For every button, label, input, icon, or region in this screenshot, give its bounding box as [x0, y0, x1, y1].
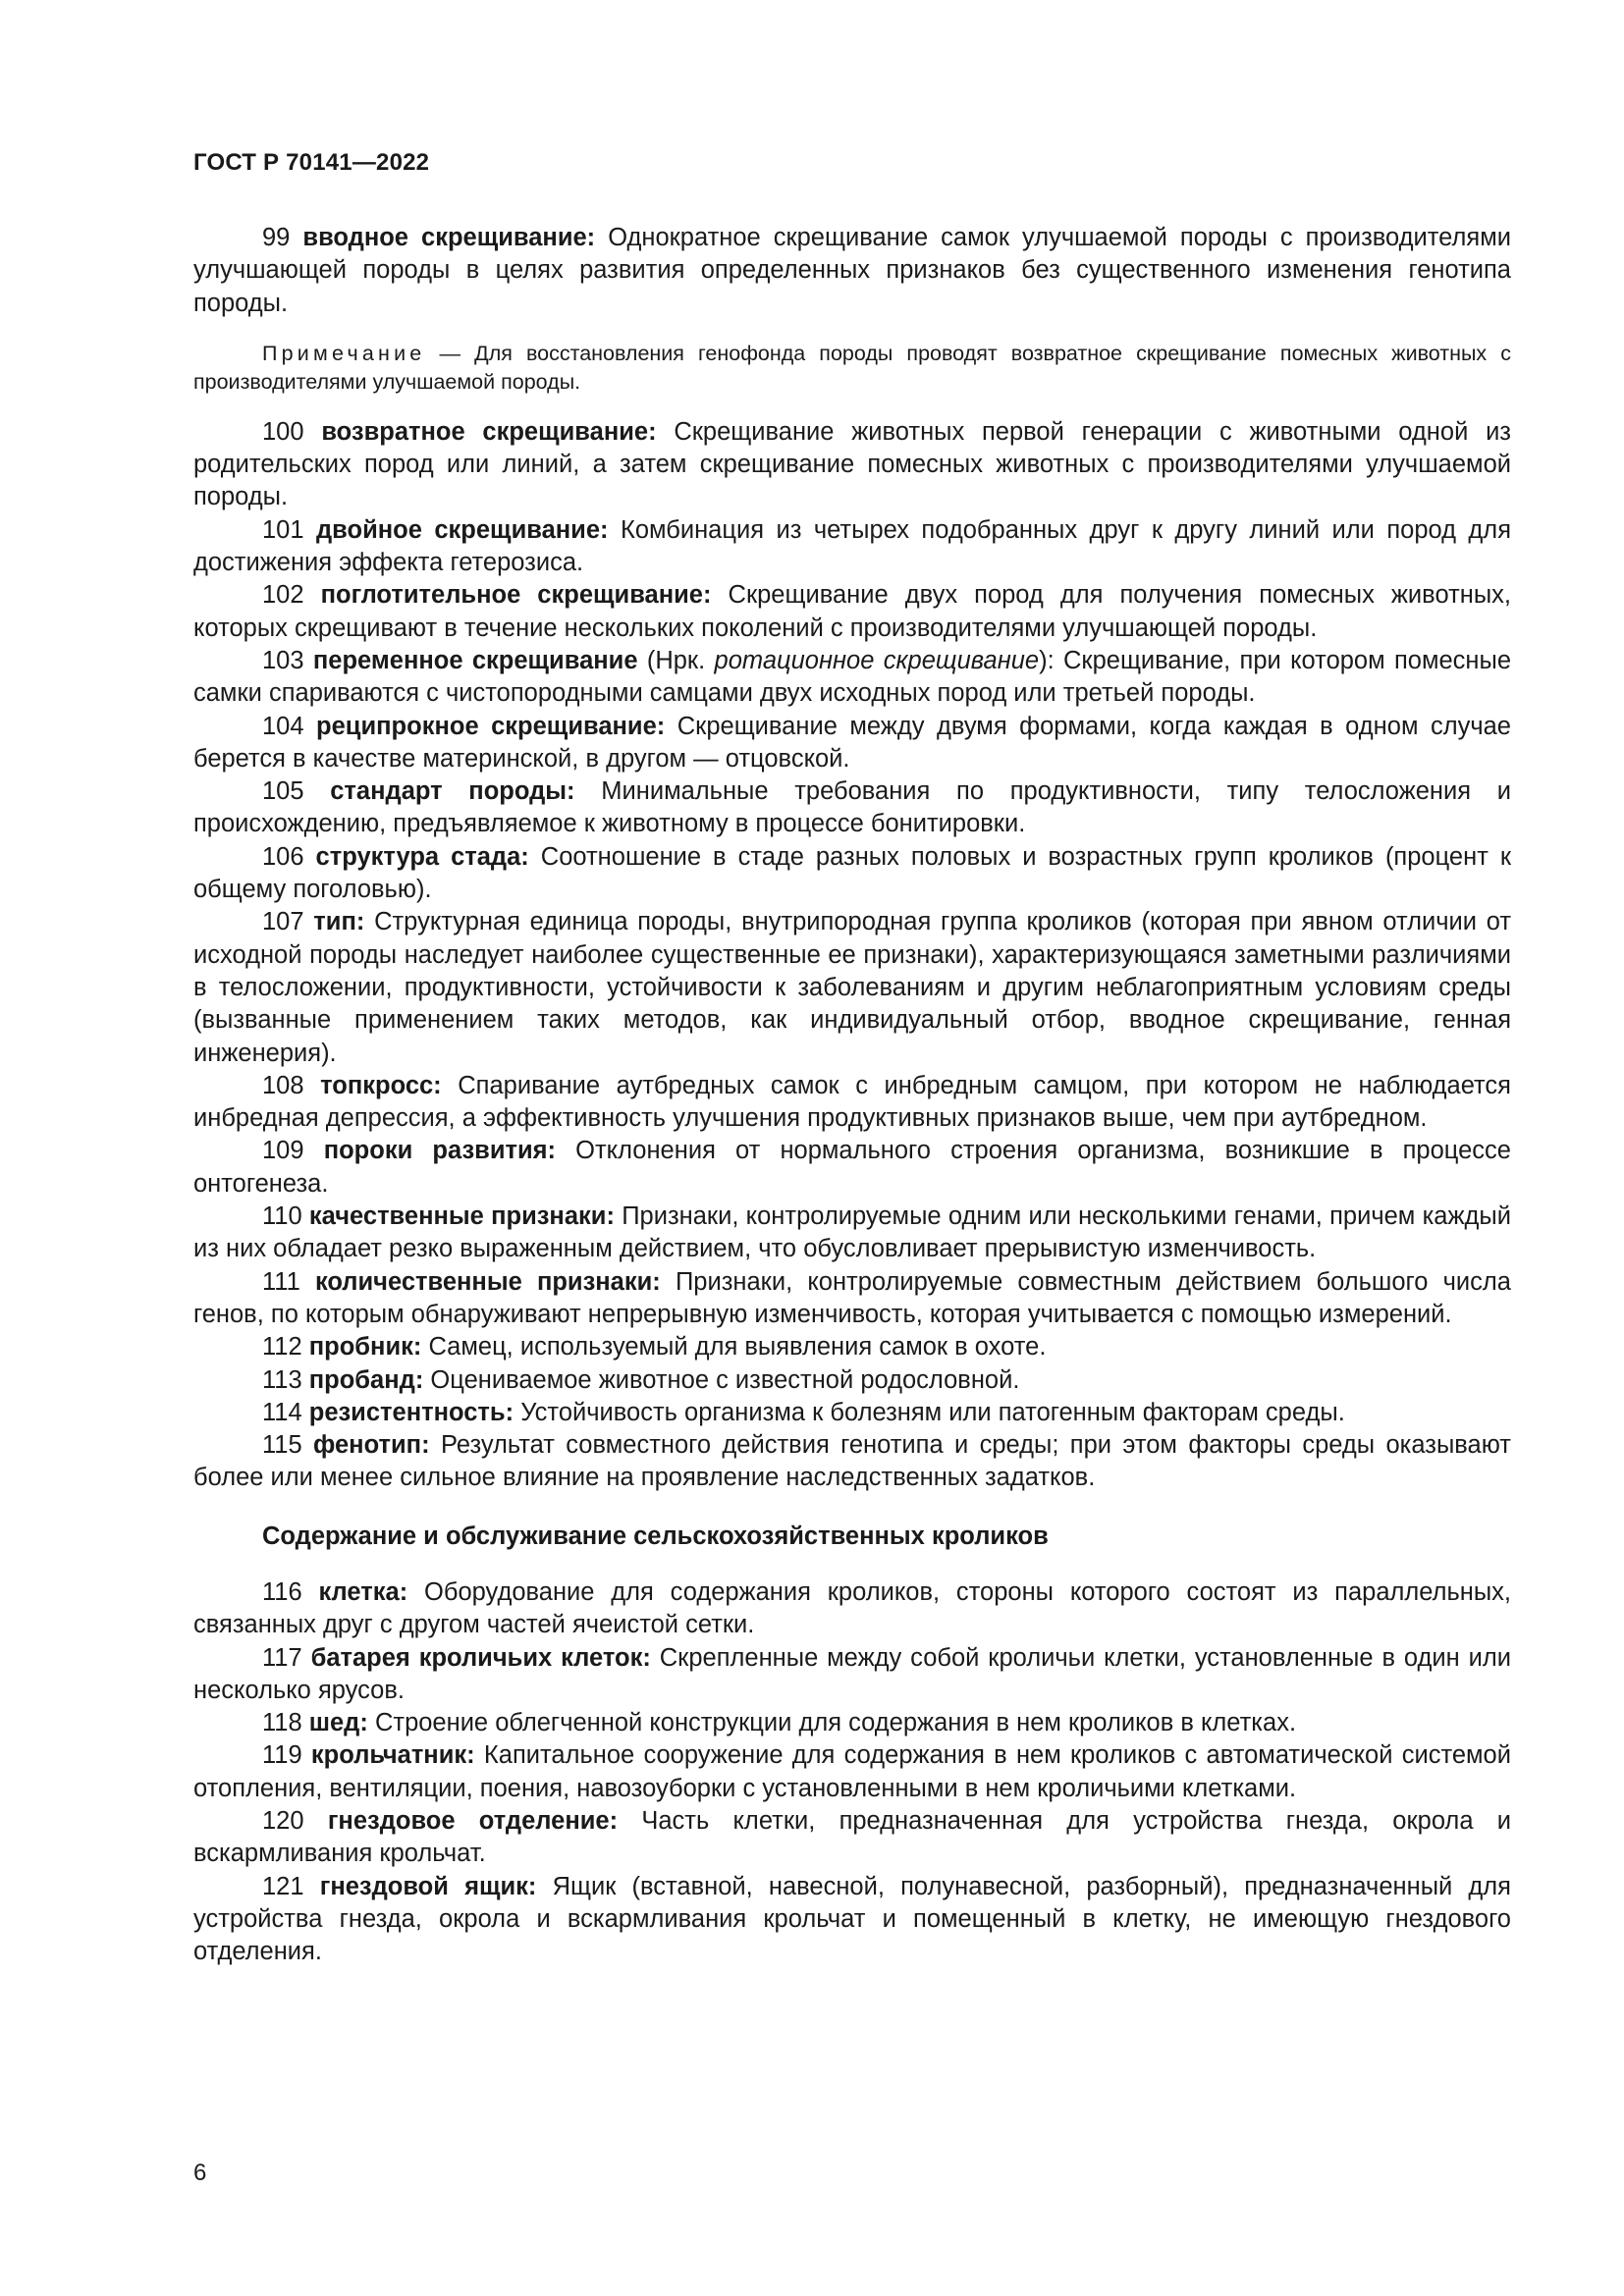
term-entry	[193, 1201, 1511, 1266]
document-code: ГОСТ Р 70141—2022	[193, 149, 430, 176]
term-paren-open: (Нрк.	[637, 646, 715, 674]
term-number: 101	[262, 515, 304, 544]
term-entry	[193, 1429, 1511, 1495]
term-number: 115	[262, 1431, 302, 1460]
term-number: 118	[262, 1709, 302, 1737]
term-number: 109	[262, 1137, 304, 1165]
note-text: — Для восстановления генофонда породы проводят возвратное скрещивание помесных животных с производителями улучшаемой породы.	[193, 341, 1511, 394]
term-name: фенотип:	[313, 1431, 430, 1460]
term-definition: Скрещивание двух пород для получения помесных животных, которых скрещивают в течение нескольких поколений с производителями улучшающей породы.	[193, 581, 1511, 642]
term-number: 99	[262, 224, 291, 251]
term-definition: Признаки, контролируемые совместным действием большого числа генов, по которым обнаруживают непрерывную изменчивость, которая учитывается с помощью измерений.	[193, 1267, 1511, 1328]
term-number: 119	[262, 1741, 302, 1770]
note-label: Примечание	[262, 341, 426, 365]
term-number: 100	[262, 417, 304, 446]
term-number: 105	[262, 777, 304, 806]
term-entry	[193, 1739, 1511, 1805]
term-number: 107	[262, 908, 304, 936]
term-name: тип:	[313, 908, 365, 936]
term-entry	[193, 775, 1511, 841]
term-definition: Скрепленные между собой кроличьи клетки, установленные в один или несколько ярусов.	[193, 1643, 1511, 1704]
term-number: 120	[262, 1807, 304, 1836]
section-heading: Содержание и обслуживание сельскохозяйственных кроликов	[262, 1522, 1049, 1550]
term-name: поглотительное скрещивание:	[320, 581, 712, 610]
term-definition: Часть клетки, предназначенная для устройства гнезда, окрола и вскармливания крольчат.	[193, 1807, 1511, 1868]
term-entry	[193, 1642, 1511, 1708]
term-number: 104	[262, 712, 304, 740]
term-definition: Комбинация из четырех подобранных друг к другу линий или пород для достижения эффекта гетерозиса.	[193, 515, 1511, 577]
term-alt-name: ротационное скрещивание	[714, 646, 1040, 674]
term-definition: Соотношение в стаде разных половых и возрастных групп кроликов (процент к общему поголовью).	[193, 842, 1511, 904]
term-definition: Самец, используемый для выявления самок в охоте.	[428, 1333, 1047, 1362]
term-name: клетка:	[318, 1577, 408, 1606]
term-entry	[193, 1070, 1511, 1136]
term-definition: Оцениваемое животное с известной родословной.	[430, 1365, 1020, 1394]
term-definition: Скрещивание между двумя формами, когда каждая в одном случае берется в качестве материнской, в другом — отцовской.	[193, 712, 1511, 773]
term-name: топкросс:	[320, 1071, 442, 1099]
term-entry	[193, 416, 1511, 514]
term-entry	[193, 906, 1511, 1069]
term-name: структура стада:	[315, 842, 529, 871]
term-number: 103	[262, 646, 304, 674]
term-name: двойное скрещивание:	[315, 515, 609, 544]
term-number: 112	[262, 1333, 302, 1362]
term-entry	[193, 645, 1511, 711]
term-definition: Отклонения от нормального строения организма, возникшие в процессе онтогенеза.	[193, 1137, 1511, 1198]
term-entry	[193, 222, 1511, 320]
term-name: гнездовой ящик:	[319, 1872, 537, 1900]
term-entry	[193, 711, 1511, 776]
term-number: 108	[262, 1071, 304, 1099]
term-definition: Результат совместного действия генотипа и среды; при этом факторы среды оказывают более или менее сильное влияние на проявление наследственных задатков.	[193, 1431, 1511, 1492]
term-name: гнездовое отделение:	[327, 1807, 619, 1836]
term-entry	[193, 1135, 1511, 1201]
term-name: возвратное скрещивание:	[321, 417, 657, 446]
term-name: количественные признаки:	[314, 1267, 661, 1296]
term-paren-close: ):	[1039, 646, 1055, 674]
page-number: 6	[193, 2160, 207, 2186]
term-definition: Спаривание аутбредных самок с инбредным самцом, при котором не наблюдается инбредная депрессия, а эффективность улучшения продуктивных признаков выше, чем при аутбредном.	[193, 1071, 1511, 1133]
term-name: реципрокное скрещивание:	[316, 712, 666, 740]
term-name: резистентность:	[308, 1398, 514, 1426]
term-name: пробанд:	[308, 1365, 424, 1394]
term-entry	[193, 1805, 1511, 1871]
term-name: пороки развития:	[323, 1137, 557, 1165]
term-definition: Устойчивость организма к болезням или патогенным факторам среды.	[520, 1398, 1345, 1426]
term-number: 110	[262, 1202, 302, 1231]
term-entry	[193, 1397, 1511, 1429]
term-definition: Капитальное сооружение для содержания в нем кроликов с автоматической системой отопления, вентиляции, поения, навозоуборки с установленными в нем кроличьими клетками.	[193, 1741, 1511, 1802]
term-definition: Ящик (вставной, навесной, полунавесной, разборный), предназначенный для устройства гнезда, окрола и вскармливания крольчат и помещенный в клетку, не имеющую гнездового отделения.	[193, 1872, 1511, 1966]
term-number: 111	[262, 1267, 300, 1296]
term-definition: Скрещивание, при котором помесные самки спариваются с чистопородными самцами двух исходных пород или третьей породы.	[193, 646, 1512, 708]
term-definition: Признаки, контролируемые одним или несколькими генами, причем каждый из них обладает резко выраженным действием, что обусловливает прерывистую изменчивость.	[193, 1202, 1511, 1263]
document-body	[193, 222, 1511, 1969]
term-definition: Оборудование для содержания кроликов, стороны которого состоят из параллельных, связанных друг с другом частей ячеистой сетки.	[193, 1577, 1512, 1639]
term-entry	[193, 1331, 1511, 1363]
term-definition: Скрещивание животных первой генерации с животными одной из родительских пород или линий, а затем скрещивание помесных животных с производителями улучшаемой породы.	[193, 417, 1511, 511]
term-entry	[193, 1871, 1511, 1969]
term-name: качественные признаки:	[308, 1202, 615, 1231]
term-name: стандарт породы:	[330, 777, 575, 806]
term-name: батарея кроличьих клеток:	[310, 1643, 651, 1672]
term-name: вводное скрещивание:	[302, 224, 596, 251]
term-number: 106	[262, 842, 304, 871]
term-name: шед:	[308, 1709, 368, 1737]
term-number: 102	[262, 581, 304, 610]
term-number: 121	[262, 1872, 304, 1900]
term-number: 117	[262, 1643, 302, 1672]
term-definition: Строение облегченной конструкции для содержания в нем кроликов в клетках.	[374, 1709, 1297, 1737]
term-number: 114	[262, 1398, 302, 1426]
term-number: 116	[262, 1577, 302, 1606]
term-definition: Структурная единица породы, внутрипородная группа кроликов (которая при явном отличии от исходной породы наследует наиболее существенные ее признаки), характеризующаяся заметными различиями в телосложении, продуктивности, устойчивости к заболеваниям и другим неблагоприятным условиям среды (вызванные применением таких методов, как индивидуальный отбор, вводное скрещивание, генная инженерия).	[193, 908, 1511, 1067]
note-block	[193, 340, 1511, 397]
term-entry	[193, 1707, 1511, 1739]
term-definition: Однократное скрещивание самок улучшаемой породы с производителями улучшающей породы в целях развития определенных признаков без существенного изменения генотипа породы.	[193, 224, 1511, 317]
term-name: крольчатник:	[310, 1741, 475, 1770]
term-name: переменное скрещивание	[312, 646, 638, 674]
term-name: пробник:	[308, 1333, 422, 1362]
term-entry	[193, 1364, 1511, 1397]
term-entry	[193, 579, 1511, 645]
term-definition: Минимальные требования по продуктивности, типу телосложения и происхождению, предъявляемое к животному в процессе бонитировки.	[193, 777, 1511, 838]
term-entry	[193, 1266, 1511, 1332]
term-entry	[193, 514, 1511, 580]
term-entry	[193, 1576, 1511, 1642]
term-number: 113	[262, 1365, 302, 1394]
term-entry	[193, 841, 1511, 907]
